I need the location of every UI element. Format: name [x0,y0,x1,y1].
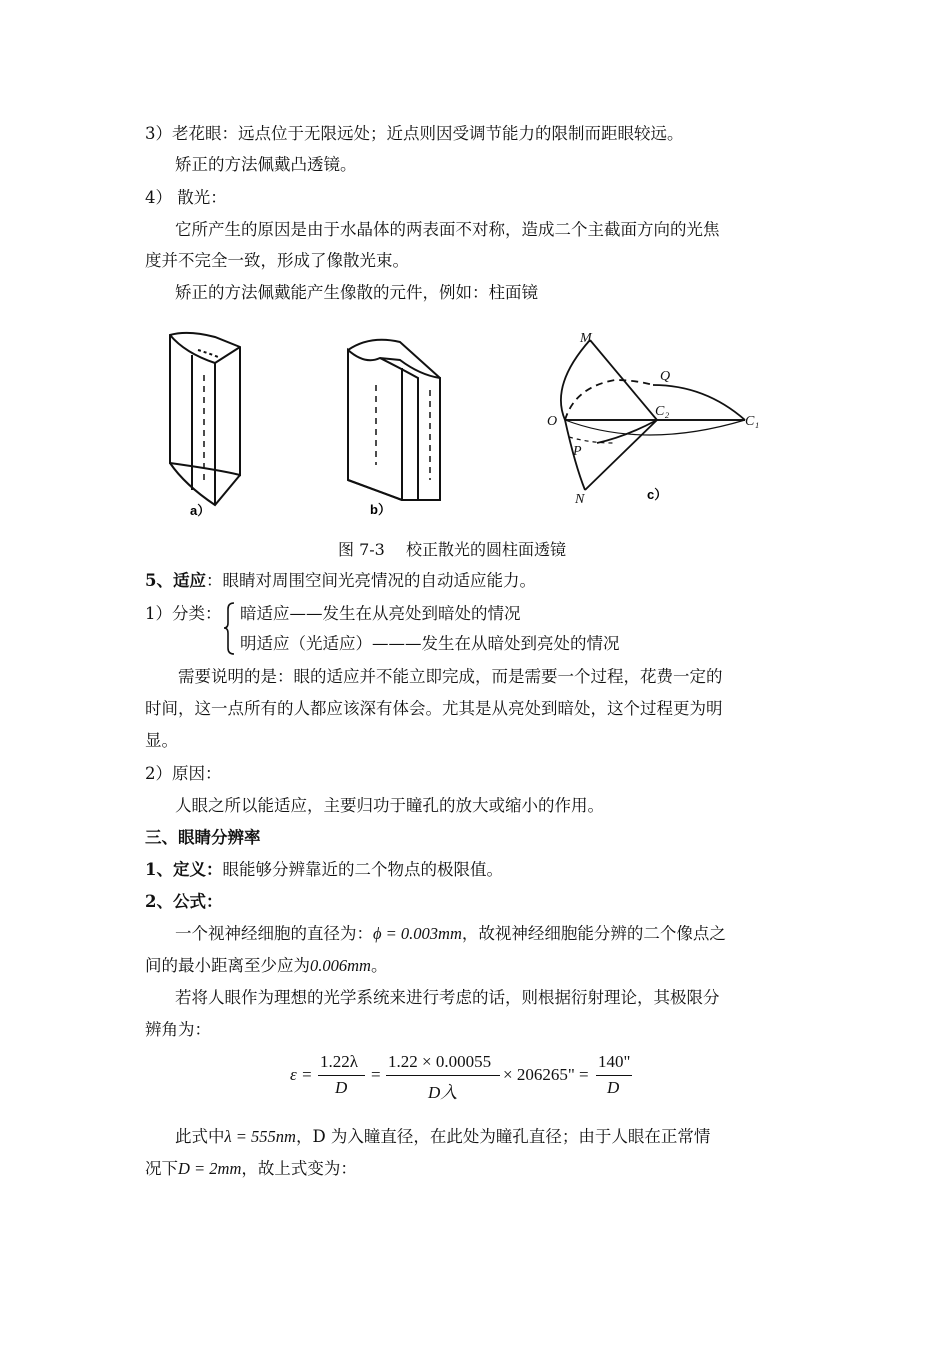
adaptation-note-line3: 显。 [145,731,178,750]
eq-num3: 140" [598,1052,631,1071]
adaptation-text: ：眼睛对周围空间光亮情况的自动适应能力。 [205,571,536,590]
figure-label-c: c） [647,487,668,502]
astigmatism-correction: 矫正的方法佩戴能产生像散的元件，例如：柱面镜 [175,283,538,302]
figure-label-a: a） [190,503,211,518]
p1-a: 一个视神经细胞的直径为： [175,924,373,943]
eq-epsilon: ε = [290,1065,313,1084]
adaptation-line [145,570,536,592]
p1-val: 0.006mm [310,956,371,975]
p3-lambda: λ = 555nm [224,1127,296,1146]
p1-c: 间的最小距离至少应为 [145,956,310,975]
section-heading: 三、眼睛分辨率 [145,828,261,847]
paragraph2-line2: 辨角为： [145,1020,211,1039]
p1-b: ，故视神经细胞能分辨的二个像点之 [461,924,726,943]
eq-times: × 206265" = [503,1065,589,1084]
eq-frac-bar2 [386,1075,500,1076]
figure-label-b: b） [370,502,391,517]
p3-d: ，故上式变为： [241,1159,357,1178]
eq-den1: D [335,1078,348,1097]
point-P: P [573,444,582,459]
astigmatic-beam-figure-c [535,325,765,510]
dark-adaptation: 暗适应——发生在从亮处到暗处的情况 [240,604,521,623]
light-adaptation: 明适应（光适应）———发生在从暗处到亮处的情况 [240,634,620,653]
point-Q: Q [660,369,671,384]
definition-label: 1、定义： [145,860,223,879]
presbyopia-correction: 矫正的方法佩戴凸透镜。 [175,155,357,174]
p3-b: ，D 为入瞳直径，在此处为瞳孔直径；由于人眼在正常情 [295,1127,711,1146]
reason-text: 人眼之所以能适应，主要归功于瞳孔的放大或缩小的作用。 [175,796,604,815]
definition-text: 眼能够分辨靠近的二个物点的极限值。 [222,860,503,879]
eq-den3: D [607,1078,620,1097]
classification-label: 1）分类： [145,604,222,623]
p1-phi: ϕ = 0.003mm [373,924,462,943]
paragraph1-line2 [145,955,387,977]
presbyopia-heading: 3）老花眼： [145,124,238,143]
eq-num1: 1.22λ [320,1052,358,1071]
cylinder-lens-figure-b [340,330,455,520]
reason-label: 2）原因： [145,764,222,783]
definition-line [145,859,503,881]
p3-a: 此式中 [175,1127,225,1146]
paragraph1-line1 [175,923,726,945]
p3-D: D = 2mm [178,1159,242,1178]
point-C1: C₁ [745,414,760,429]
astigmatism-heading: 4） 散光： [145,188,227,207]
astigmatism-cause-line1: 它所产生的原因是由于水晶体的两表面不对称，造成二个主截面方向的光焦 [175,220,720,239]
eq-den2: D入 [428,1083,458,1102]
brace-icon [222,601,236,656]
point-C2: C₂ [655,404,670,419]
cylinder-lens-figure-a [160,325,250,520]
adaptation-note-line1: 需要说明的是：眼的适应并不能立即完成，而是需要一个过程，花费一定的 [178,667,723,686]
figure-caption: 图 7-3 校正散光的圆柱面透镜 [338,540,566,559]
point-M: M [580,331,592,346]
formula-label: 2、公式： [145,892,223,911]
adaptation-heading: 5、适应 [145,571,206,590]
eq-equals1: = [371,1065,381,1084]
adaptation-note-line2: 时间，这一点所有的人都应该深有体会。尤其是从亮处到暗处，这个过程更为明 [145,699,723,718]
eq-num2: 1.22 × 0.00055 [388,1052,492,1071]
astigmatism-cause-line2: 度并不完全一致，形成了像散光束。 [145,251,409,270]
paragraph2-line1: 若将人眼作为理想的光学系统来进行考虑的话，则根据衍射理论，其极限分 [175,988,720,1007]
p3-c: 况下 [145,1159,178,1178]
p1-d: 。 [370,956,388,975]
eq-frac-bar1 [318,1075,365,1076]
point-N: N [575,492,585,507]
eq-frac-bar3 [596,1075,632,1076]
point-O: O [547,414,558,429]
paragraph3-line2 [145,1158,357,1180]
presbyopia-line [145,123,684,145]
paragraph3-line1 [175,1126,710,1148]
presbyopia-text: 远点位于无限远处；近点则因受调节能力的限制而距眼较远。 [238,124,684,143]
